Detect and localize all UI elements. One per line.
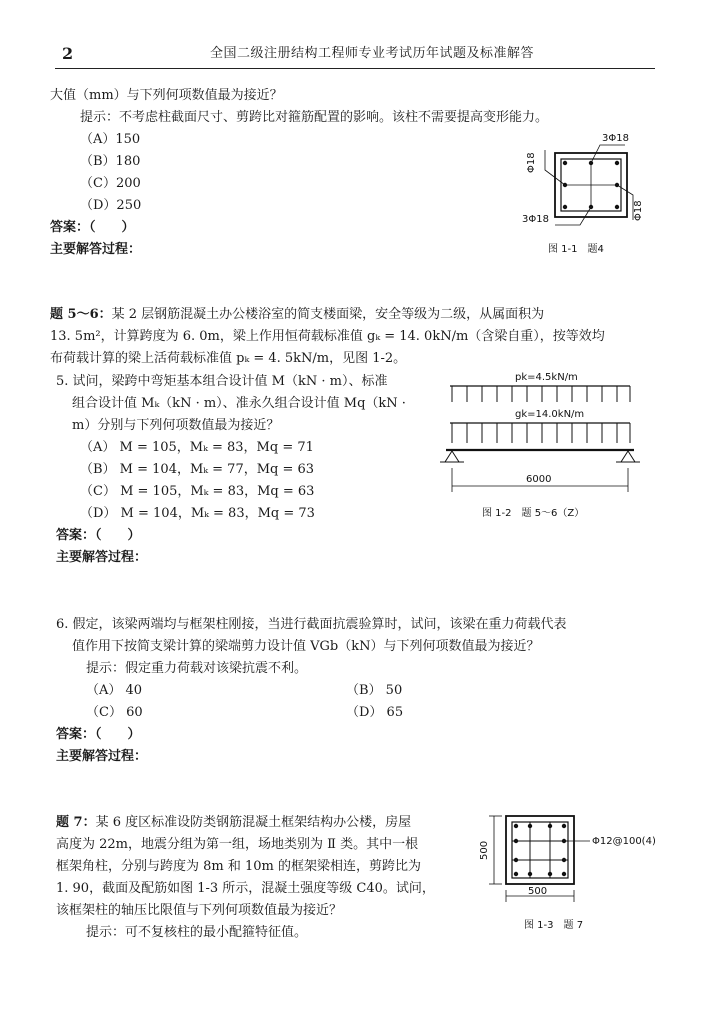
q4-option-b: （B）180 [80,154,141,169]
q5-6-title: 题 5～6： [50,307,112,322]
q5-answer-label: 答案：（ ） [56,528,141,543]
q5-option-c: （C） M = 105，Mₖ = 83，Mq = 63 [80,484,315,499]
fig2-span-label: 6000 [526,474,552,485]
q6-solution-label: 主要解答过程： [56,749,148,764]
q4-solution-label: 主要解答过程： [50,242,142,257]
q5-option-a: （A） M = 105，Mₖ = 83，Mq = 71 [80,440,314,455]
fig3-width-label: 500 [528,886,548,897]
figure-1-3-column-section [472,808,682,938]
q5-6-intro-line1: 题 5～6：某 2 层钢筋混凝土办公楼浴室的简支楼面梁，安全等级为二级，从属面积为 [50,307,545,322]
right-support [621,451,635,462]
gk-arrows [452,423,630,443]
fig3-height-label: 500 [479,840,490,860]
fig1-label-right: Φ18 [633,200,644,221]
figure-1-2-beam-load [440,368,650,528]
fig3-caption: 图 1-3 题 7 [524,920,584,931]
pk-arrows [452,386,630,402]
header-rule [55,68,655,69]
q4-option-d: （D）250 [80,198,142,213]
q6-hint: 提示：假定重力荷载对该梁抗震不利。 [86,661,308,676]
q6-option-c: （C） 60 [86,705,143,720]
q7-stem-line5: 该框架柱的轴压比限值与下列何项数值最为接近？ [56,903,343,918]
q6-stem-line1: 6. 假定，该梁两端均与框架柱刚接，当进行截面抗震验算时，试问，该梁在重力荷载代表 [56,617,567,632]
fig2-caption: 图 1-2 题 5～6（Z） [482,508,585,519]
fig2-gk-label: gk=14.0kN/m [515,409,585,420]
figure-1-1-column-section [500,125,644,265]
q4-hint: 提示：不考虑柱截面尺寸、剪跨比对箍筋配置的影响。该柱不需要提高变形能力。 [80,110,549,125]
fig2-pk-label: pk=4.5kN/m [515,372,578,383]
q7-stem-line2: 高度为 22m，地震分组为第一组，场地类别为 Ⅱ 类。其中一根 [56,837,419,852]
q4-answer-label: 答案：（ ） [50,220,135,235]
left-support [445,451,459,462]
fig3-stirrup-label: Φ12@100(4) [592,836,656,847]
q5-stem-line2: 组合设计值 Mₖ（kN · m）、准永久组合设计值 Mq（kN · [72,396,406,411]
outer-stirrup [512,822,568,878]
fig1-caption: 图 1-1 题4 [548,244,604,255]
q7-title: 题 7： [56,815,96,830]
q7-stem-line1: 题 7：某 6 度区标准设防类钢筋混凝土框架结构办公楼，房屋 [56,815,412,830]
q7-stem-line3: 框架角柱，分别与跨度为 8m 和 10m 的框架梁相连，剪跨比为 [56,859,421,874]
q4-option-c: （C）200 [80,176,141,191]
q5-stem-line3: m）分别与下列何项数值最为接近？ [72,418,280,433]
running-header-title: 全国二级注册结构工程师专业考试历年试题及标准解答 [210,46,535,61]
q5-option-b: （B） M = 104，Mₖ = 77，Mq = 63 [80,462,315,477]
fig1-label-left: Φ18 [526,152,537,173]
q7-stem-line4: 1. 90，截面及配筋如图 1-3 所示，混凝土强度等级 C40。试问， [56,881,435,896]
rebar-dots [514,824,566,876]
q5-6-intro-line3: 布荷载计算的梁上活荷载标准值 pₖ = 4. 5kN/m，见图 1-2。 [50,351,407,366]
q6-option-d: （D） 65 [346,705,404,720]
q5-option-d: （D） M = 104，Mₖ = 83，Mq = 73 [80,506,315,521]
q6-option-b: （B） 50 [346,683,403,698]
q5-stem-line1: 5. 试问，梁跨中弯矩基本组合设计值 M（kN · m）、标准 [56,374,388,389]
page-number: 2 [62,44,74,63]
fig1-label-bottom: 3Φ18 [522,214,549,225]
q5-6-intro-line2: 13. 5m²，计算跨度为 6. 0m，梁上作用恒荷载标准值 gₖ = 14. 0kN/m（含梁自重），按等效均 [50,329,605,344]
q7-hint: 提示：可不复核柱的最小配箍特征值。 [86,925,308,940]
q6-stem-line2: 值作用下按简支梁计算的梁端剪力设计值 VGb（kN）与下列何项数值最为接近？ [72,639,540,654]
fig1-label-top: 3Φ18 [602,133,629,144]
q5-solution-label: 主要解答过程： [56,550,148,565]
q6-answer-label: 答案：（ ） [56,727,141,742]
q4-stem-tail: 大值（mm）与下列何项数值最为接近？ [50,88,283,103]
q4-option-a: （A）150 [80,132,141,147]
q6-option-a: （A） 40 [86,683,143,698]
